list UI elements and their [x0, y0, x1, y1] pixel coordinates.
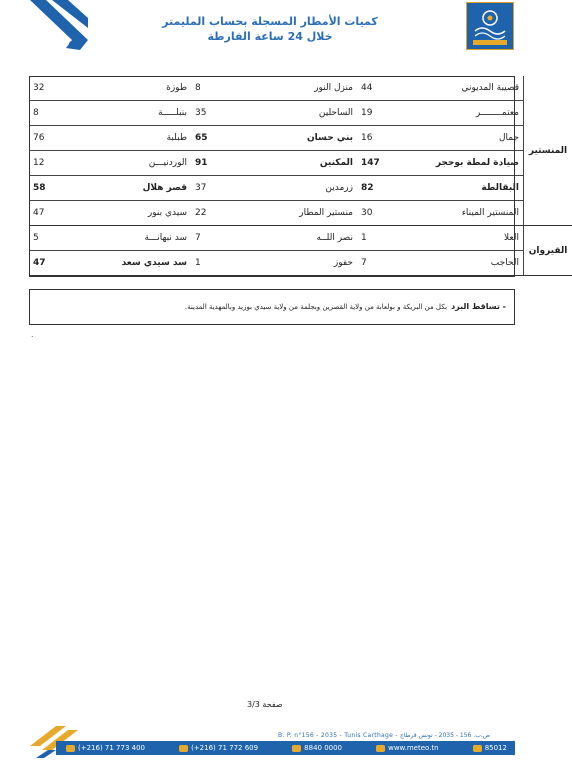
- sms-icon: [473, 745, 482, 752]
- station-name: قصر هلال: [75, 176, 191, 201]
- rain-amount: 5: [29, 226, 75, 251]
- footer-website[interactable]: www.meteo.tn: [376, 744, 439, 752]
- corner-stripes-logo: [0, 0, 90, 55]
- table-row: [29, 151, 572, 176]
- globe-icon: [376, 745, 385, 752]
- fax-icon: [179, 745, 188, 752]
- rain-amount: 82: [357, 176, 403, 201]
- station-name: المنستير الميناء: [403, 201, 524, 226]
- station-name: سد سيدي سعد: [75, 251, 191, 276]
- hail-note: [29, 289, 515, 325]
- table-row: [29, 101, 572, 126]
- rain-amount: 32: [29, 76, 75, 101]
- governorate-name: المنستير: [524, 76, 572, 226]
- rain-amount: 35: [191, 101, 237, 126]
- station-name: جمال: [403, 126, 524, 151]
- table-row: [29, 126, 572, 151]
- station-name: صيادة لمطة بوحجر: [403, 151, 524, 176]
- institute-logo: [466, 2, 514, 50]
- car-icon: [292, 745, 301, 752]
- station-name: منستير المطار: [237, 201, 357, 226]
- rain-amount: 58: [29, 176, 75, 201]
- hail-text: بكل من البريكة و بولعابة من ولاية القصرين وبجلمة من ولاية سيدي بوزيد وبالمهدية المدينة.: [184, 303, 448, 311]
- station-name: الوردنيـــن: [75, 151, 191, 176]
- page-title: [160, 14, 380, 44]
- rain-amount: 65: [191, 126, 237, 151]
- rain-amount: 7: [357, 251, 403, 276]
- station-name: الحاجب: [403, 251, 524, 276]
- rain-amount: 91: [191, 151, 237, 176]
- rain-amount: 8: [191, 76, 237, 101]
- table-row: [29, 176, 572, 201]
- rain-amount: 30: [357, 201, 403, 226]
- station-name: سد نبهانـــة: [75, 226, 191, 251]
- stray-mark: .: [31, 330, 34, 339]
- station-name: العلا: [403, 226, 524, 251]
- footer-fax: (+216) 71 772 609: [179, 744, 258, 752]
- governorate-name: القيروان: [524, 226, 572, 276]
- rain-amount: 12: [29, 151, 75, 176]
- footer-contact-bar: [56, 741, 515, 755]
- table-row: [29, 201, 572, 226]
- station-name: سيدي بنور: [75, 201, 191, 226]
- station-name: زرمدين: [237, 176, 357, 201]
- footer-address: B. P. n°156 - 2035 - Tunis Carthage - ص.ب. 156 - 2035 - تونس قرطاج: [277, 732, 490, 739]
- rain-amount: 8: [29, 101, 75, 126]
- hail-label: - تساقط البرد: [451, 302, 506, 311]
- station-name: نصر اللــه: [237, 226, 357, 251]
- table-row: [29, 226, 572, 251]
- station-name: طبلبة: [75, 126, 191, 151]
- rain-amount: 47: [29, 251, 75, 276]
- rain-amount: 22: [191, 201, 237, 226]
- rain-amount: 76: [29, 126, 75, 151]
- rain-amount: 47: [29, 201, 75, 226]
- table-row: [29, 251, 572, 276]
- station-name: البقالطة: [403, 176, 524, 201]
- rain-amount: 44: [357, 76, 403, 101]
- station-name: بني حسان: [237, 126, 357, 151]
- rain-amount: 7: [191, 226, 237, 251]
- station-name: المكنين: [237, 151, 357, 176]
- station-name: بنبلـــــة: [75, 101, 191, 126]
- station-name: قصيبة المديوني: [403, 76, 524, 101]
- station-name: معتمــــــــر: [403, 101, 524, 126]
- rain-amount: 16: [357, 126, 403, 151]
- footer-sms: 85012: [473, 744, 507, 752]
- rain-amount: 37: [191, 176, 237, 201]
- footer-phone: (+216) 71 773 400: [66, 744, 145, 752]
- station-name: منزل النور: [237, 76, 357, 101]
- footer-toll: 8840 0000: [292, 744, 342, 752]
- page-number: صفحة 3/3: [247, 700, 283, 709]
- rain-amount: 19: [357, 101, 403, 126]
- table-row: [29, 76, 572, 101]
- rain-amount: 1: [357, 226, 403, 251]
- phone-icon: [66, 745, 75, 752]
- station-name: طوزة: [75, 76, 191, 101]
- title-line-1: كميات الأمطار المسجلة بحساب المليمتر: [162, 15, 378, 28]
- title-line-2: خلال 24 ساعة الفارطة: [207, 30, 333, 43]
- rain-amount: 1: [191, 251, 237, 276]
- station-name: حفوز: [237, 251, 357, 276]
- rainfall-table: [29, 76, 572, 276]
- station-name: الساحلين: [237, 101, 357, 126]
- rain-amount: 147: [357, 151, 403, 176]
